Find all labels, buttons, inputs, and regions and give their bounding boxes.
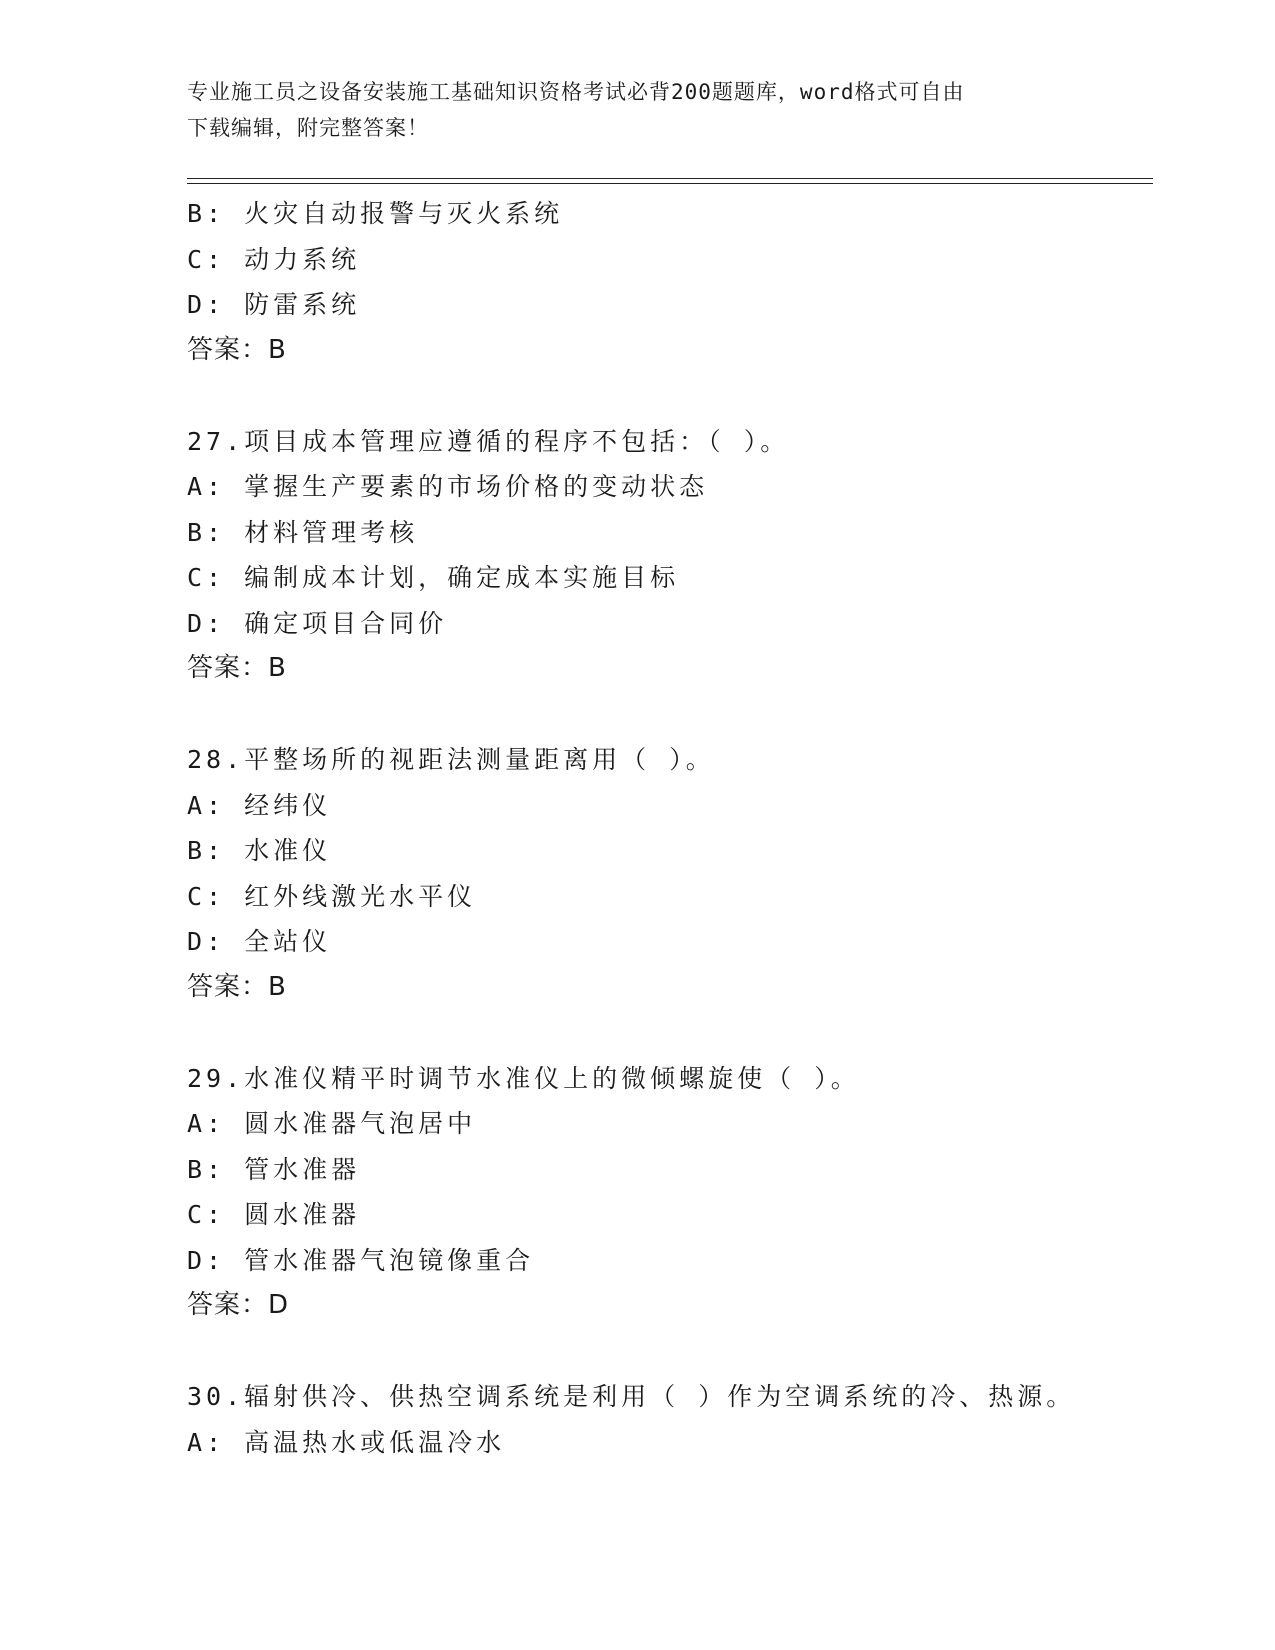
option-d: D: 防雷系统	[187, 290, 361, 319]
document-header	[187, 74, 1087, 146]
question-stem: 29.水准仪精平时调节水准仪上的微倾螺旋使（ ）。	[187, 1063, 860, 1093]
option-b: B: 火灾自动报警与灭火系统	[187, 199, 564, 228]
header-line-2: 下载编辑，附完整答案！	[187, 116, 429, 140]
option-b: B: 水准仪	[187, 836, 332, 865]
question-stem: 30.辐射供冷、供热空调系统是利用（ ）作为空调系统的冷、热源。	[187, 1382, 1076, 1411]
question-list	[187, 191, 1153, 1465]
question-stem: 28.平整场所的视距法测量距离用（ ）。	[187, 745, 715, 774]
option-d: D: 管水准器气泡镜像重合	[187, 1245, 535, 1275]
option-b: B: 管水准器	[187, 1154, 361, 1184]
question-26-tail	[187, 191, 1153, 373]
question-29	[187, 1056, 1153, 1329]
question-stem: 27.项目成本管理应遵循的程序不包括：（ ）。	[187, 426, 790, 456]
option-c: C: 编制成本计划，确定成本实施目标	[187, 563, 680, 592]
option-a: A: 圆水准器气泡居中	[187, 1109, 477, 1138]
answer: 答案：B	[187, 653, 287, 683]
option-b: B: 材料管理考核	[187, 517, 419, 547]
spacer	[187, 1329, 1153, 1375]
spacer	[187, 1010, 1153, 1056]
option-c: C: 红外线激光水平仪	[187, 881, 477, 911]
question-27	[187, 419, 1153, 692]
header-divider-bottom	[187, 183, 1153, 184]
option-c: C: 圆水准器	[187, 1200, 361, 1229]
option-c: C: 动力系统	[187, 244, 361, 274]
header-divider-top	[187, 178, 1153, 179]
option-a: A: 掌握生产要素的市场价格的变动状态	[187, 472, 709, 501]
question-30	[187, 1374, 1153, 1465]
option-d: D: 全站仪	[187, 927, 332, 956]
spacer	[187, 692, 1153, 738]
answer: 答案：B	[187, 334, 287, 365]
header-line-1: 专业施工员之设备安装施工基础知识资格考试必背200题题库，word格式可自由	[187, 80, 965, 104]
option-d: D: 确定项目合同价	[187, 608, 448, 638]
answer: 答案：D	[187, 1290, 290, 1320]
option-a: A: 经纬仪	[187, 790, 332, 820]
spacer	[187, 373, 1153, 419]
answer: 答案：B	[187, 971, 287, 1002]
option-a: A: 高温热水或低温冷水	[187, 1427, 506, 1457]
question-28	[187, 737, 1153, 1010]
